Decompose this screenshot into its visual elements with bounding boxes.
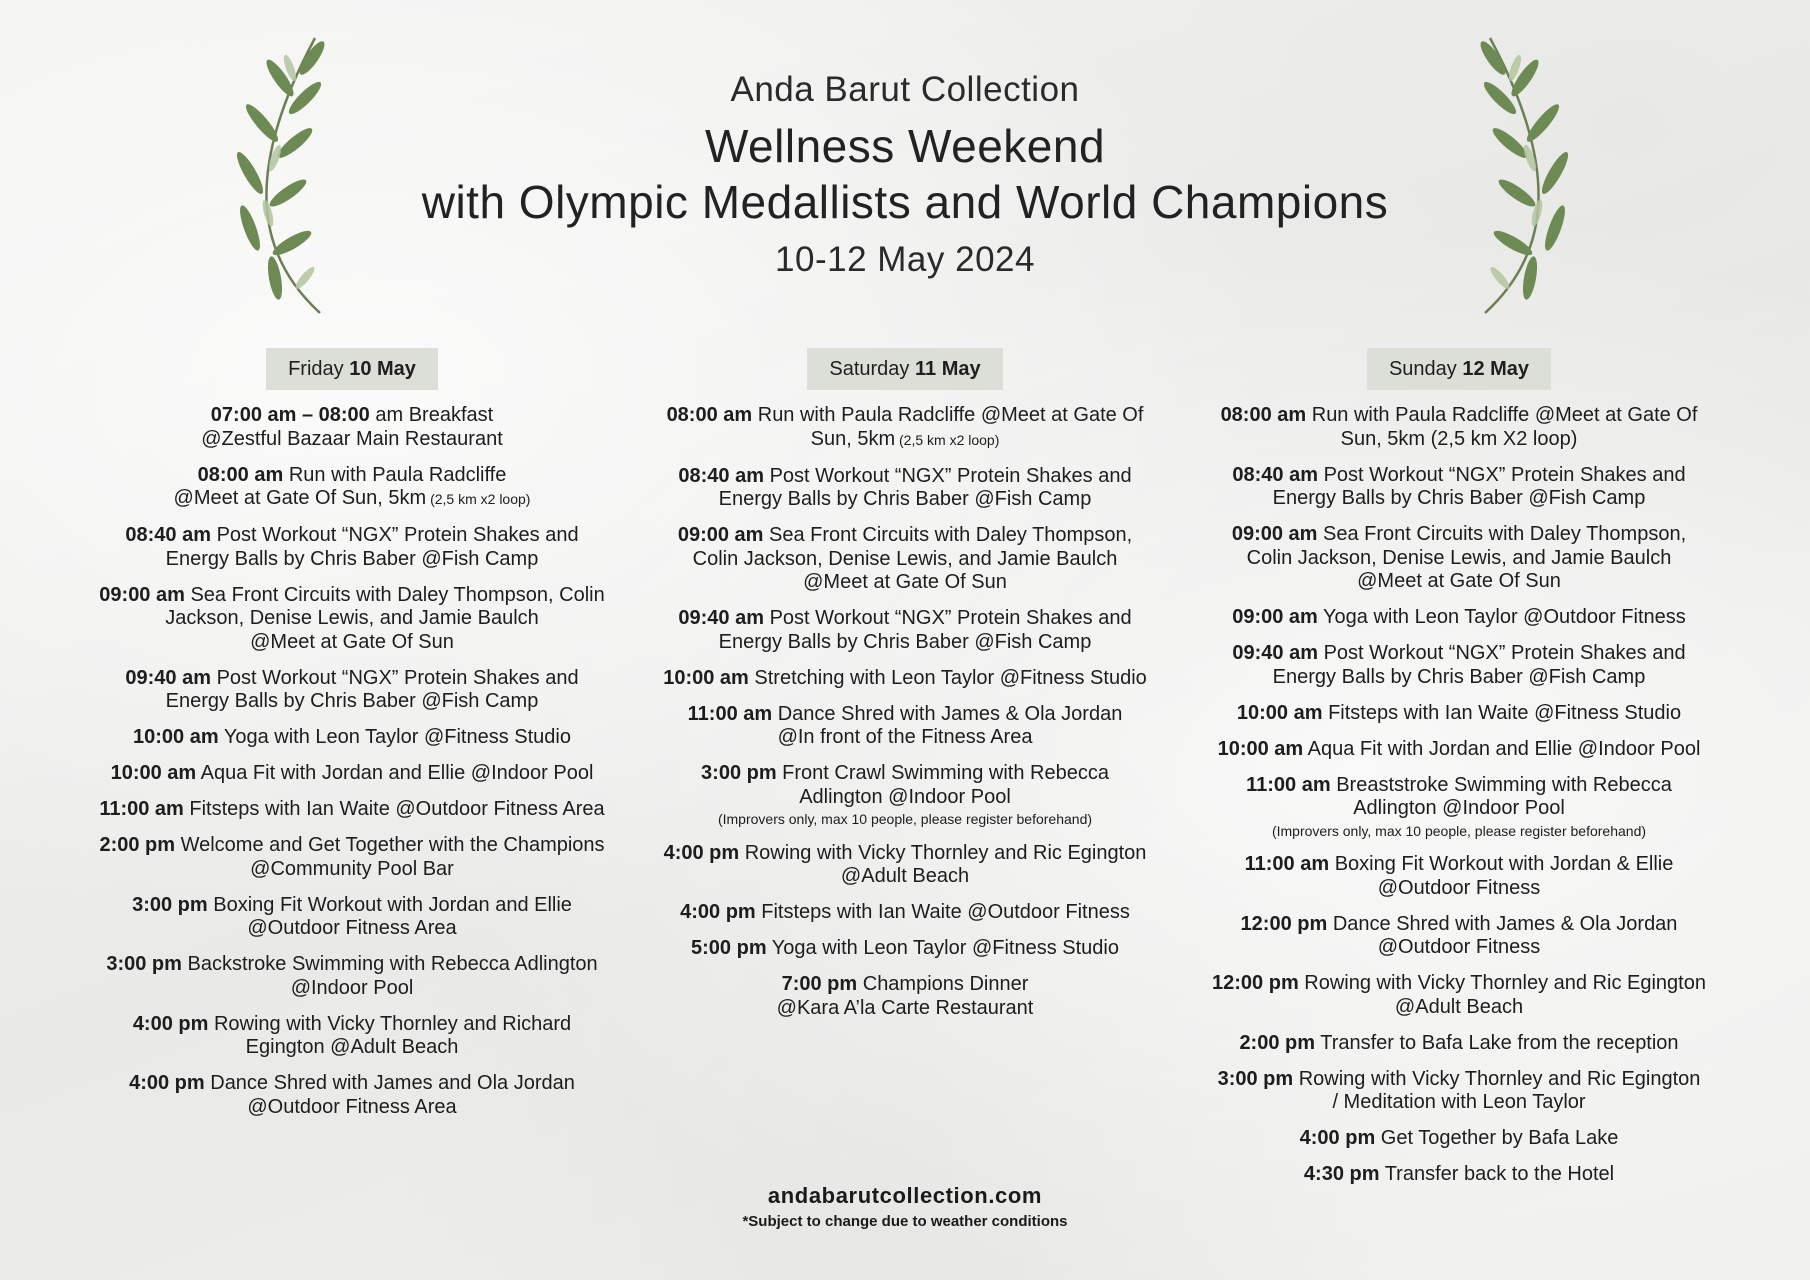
schedule-event xyxy=(78,524,626,571)
event-location: Energy Balls by Chris Baber @Fish Camp xyxy=(718,630,1092,653)
event-time: 10:00 am xyxy=(1236,701,1323,724)
event-time: 3:00 pm xyxy=(106,953,182,975)
event-line xyxy=(78,524,626,548)
event-line xyxy=(78,1072,626,1096)
event-time: 3:00 pm xyxy=(132,893,208,916)
day-header xyxy=(266,348,438,390)
event-time: 4:00 pm xyxy=(129,1072,205,1094)
event-description: Fitsteps with Ian Waite @Outdoor Fitness xyxy=(755,901,1130,923)
event-line xyxy=(640,465,1170,489)
schedule-event xyxy=(640,524,1170,595)
event-line xyxy=(1190,606,1728,630)
event-line xyxy=(78,762,626,786)
event-line xyxy=(640,937,1170,961)
event-time: 4:00 pm xyxy=(680,901,756,923)
event-line xyxy=(1190,913,1728,937)
event-description: Champions Dinner xyxy=(857,973,1029,995)
event-location: Colin Jackson, Denise Lewis, and Jamie Baulch xyxy=(692,547,1118,570)
event-line xyxy=(640,524,1170,548)
event-line xyxy=(1190,1068,1728,1092)
event-line xyxy=(1190,877,1728,901)
schedule-event xyxy=(78,762,626,786)
schedule-event xyxy=(640,607,1170,654)
schedule-event xyxy=(640,937,1170,961)
event-description: Post Workout “NGX” Protein Shakes and xyxy=(211,524,579,546)
event-time: 09:40 am xyxy=(125,666,212,689)
event-line xyxy=(1190,523,1728,547)
schedule-event xyxy=(78,726,626,750)
event-time: 12:00 pm xyxy=(1240,912,1328,935)
event-line xyxy=(1190,738,1728,762)
website-link[interactable]: andabarutcollection.com xyxy=(767,1183,1043,1208)
event-line xyxy=(78,726,626,750)
day-column-friday xyxy=(78,348,626,1132)
event-time: 08:40 am xyxy=(125,524,212,546)
event-line xyxy=(78,858,626,882)
schedule-event xyxy=(1190,972,1728,1019)
event-location: @Outdoor Fitness xyxy=(1377,876,1541,899)
event-line xyxy=(1190,996,1728,1020)
event-description: Sea Front Circuits with Daley Thompson, Colin xyxy=(184,583,605,606)
event-time: 4:00 pm xyxy=(1299,1127,1376,1149)
event-description: Rowing with Vicky Thornley and Richard xyxy=(208,1012,572,1035)
event-location: @Meet at Gate Of Sun xyxy=(1357,570,1561,592)
day-column-saturday xyxy=(640,348,1170,1033)
event-description: Front Crawl Swimming with Rebecca xyxy=(776,762,1109,784)
event-location: @Zestful Bazaar Main Restaurant xyxy=(201,427,503,450)
event-distance-note: (2,5 km x2 loop) xyxy=(895,431,1000,448)
event-time: 5:00 pm xyxy=(691,937,767,959)
event-time: 09:00 am xyxy=(677,524,764,546)
event-description: Breaststroke Swimming with Rebecca xyxy=(1330,773,1672,796)
event-description: Dance Shred with James & Ola Jordan xyxy=(772,702,1123,725)
event-line xyxy=(640,762,1170,786)
event-time: 09:40 am xyxy=(678,607,765,629)
event-line xyxy=(1190,936,1728,960)
event-line xyxy=(1190,642,1728,666)
schedule-event xyxy=(78,667,626,714)
event-description: Fitsteps with Ian Waite @Fitness Studio xyxy=(1322,701,1682,724)
event-time: 10:00 am xyxy=(133,726,219,748)
event-description: Post Workout “NGX” Protein Shakes and xyxy=(1318,642,1686,664)
schedule-event xyxy=(1190,464,1728,511)
event-location: @Outdoor Fitness Area xyxy=(247,917,457,939)
event-time: 08:40 am xyxy=(1232,463,1319,486)
event-time: 4:00 pm xyxy=(132,1012,209,1035)
schedule-event xyxy=(78,464,626,512)
event-description: Run with Paula Radcliffe @Meet at Gate Of xyxy=(752,404,1144,426)
event-time: 09:00 am xyxy=(1232,606,1318,628)
event-time: 11:00 am xyxy=(99,798,184,820)
event-time: 7:00 pm xyxy=(781,973,858,995)
event-line xyxy=(640,842,1170,866)
event-description: Run with Paula Radcliffe @Meet at Gate Of xyxy=(1306,404,1698,426)
event-line xyxy=(640,607,1170,631)
event-line xyxy=(640,488,1170,512)
event-line xyxy=(78,607,626,631)
schedule-event xyxy=(1190,523,1728,594)
day-name: Saturday xyxy=(829,358,910,380)
day-name: Sunday xyxy=(1388,358,1457,380)
event-line xyxy=(1190,404,1728,428)
event-time: 4:30 pm xyxy=(1303,1163,1380,1185)
schedule-event xyxy=(1190,774,1728,841)
event-description: Rowing with Vicky Thornley and Ric Egington xyxy=(739,841,1147,864)
event-line xyxy=(1190,1127,1728,1151)
schedule-event xyxy=(640,465,1170,512)
event-dates: 10-12 May 2024 xyxy=(775,240,1035,279)
footer xyxy=(0,1183,1810,1230)
event-description: Transfer to Bafa Lake from the reception xyxy=(1315,1031,1679,1054)
event-description: Aqua Fit with Jordan and Ellie @Indoor Pool xyxy=(196,762,594,784)
event-location: @Outdoor Fitness xyxy=(1377,936,1541,958)
schedule-event xyxy=(78,953,626,1000)
event-line xyxy=(1190,666,1728,690)
event-line xyxy=(1190,1032,1728,1056)
event-line xyxy=(78,1013,626,1037)
schedule-event xyxy=(1190,404,1728,451)
event-location: @Community Pool Bar xyxy=(250,857,454,880)
event-note: (Improvers only, max 10 people, please register beforehand) xyxy=(1271,822,1647,839)
event-line xyxy=(78,834,626,858)
event-time: 09:40 am xyxy=(1232,642,1319,664)
event-location: Energy Balls by Chris Baber @Fish Camp xyxy=(1272,665,1646,688)
event-location: Sun, 5km xyxy=(810,427,896,450)
day-date: 11 May xyxy=(915,358,981,380)
schedule-event xyxy=(78,1013,626,1060)
event-note: (Improvers only, max 10 people, please register beforehand) xyxy=(717,811,1093,827)
event-location: Jackson, Denise Lewis, and Jamie Baulch xyxy=(165,607,539,629)
event-description: Fitsteps with Ian Waite @Outdoor Fitness Area xyxy=(183,798,605,820)
event-line xyxy=(640,548,1170,572)
schedule-event xyxy=(1190,642,1728,689)
event-line xyxy=(640,667,1170,691)
schedule-event xyxy=(640,973,1170,1020)
event-description: Yoga with Leon Taylor @Outdoor Fitness xyxy=(1317,606,1686,628)
schedule-event xyxy=(640,842,1170,889)
event-time: 09:00 am xyxy=(99,583,185,606)
schedule-event xyxy=(640,762,1170,829)
event-line xyxy=(1190,428,1728,452)
event-line xyxy=(78,584,626,608)
event-line xyxy=(1190,487,1728,511)
event-line xyxy=(640,428,1170,453)
event-location: / Meditation with Leon Taylor xyxy=(1332,1091,1586,1113)
event-time: 08:00 am xyxy=(666,404,753,426)
event-time: 08:40 am xyxy=(678,464,765,487)
event-time: 2:00 pm xyxy=(1239,1031,1316,1054)
event-description: Stretching with Leon Taylor @Fitness Studio xyxy=(748,666,1147,689)
event-description: Welcome and Get Together with the Champions xyxy=(175,834,605,856)
event-location: Energy Balls by Chris Baber @Fish Camp xyxy=(165,547,539,570)
event-subtitle: with Olympic Medallists and World Champions xyxy=(421,176,1389,228)
event-location: Energy Balls by Chris Baber @Fish Camp xyxy=(165,690,539,712)
event-time: 12:00 pm xyxy=(1212,972,1299,994)
event-line xyxy=(78,464,626,488)
event-time: 3:00 pm xyxy=(1217,1067,1294,1090)
event-description: Post Workout “NGX” Protein Shakes and xyxy=(1318,463,1686,486)
event-line xyxy=(640,726,1170,750)
event-location: @Kara A’la Carte Restaurant xyxy=(776,996,1034,1019)
event-location: @Meet at Gate Of Sun xyxy=(250,630,454,653)
event-time: 2:00 pm xyxy=(99,834,176,856)
event-distance-note: (2,5 km x2 loop) xyxy=(426,491,531,507)
event-description: Run with Paula Radcliffe xyxy=(283,463,507,486)
event-line xyxy=(1190,797,1728,821)
event-title: Wellness Weekend xyxy=(704,120,1106,172)
event-line xyxy=(78,894,626,918)
event-description: Yoga with Leon Taylor @Fitness Studio xyxy=(218,726,571,748)
schedule-event xyxy=(640,404,1170,452)
event-description: Dance Shred with James & Ola Jordan xyxy=(1327,912,1678,935)
event-line xyxy=(78,977,626,1001)
event-line xyxy=(640,404,1170,428)
schedule-event xyxy=(640,901,1170,925)
event-line xyxy=(640,865,1170,889)
event-description: Rowing with Vicky Thornley and Ric Egington xyxy=(1298,972,1706,994)
event-line xyxy=(78,798,626,822)
event-location: @Adult Beach xyxy=(1394,995,1524,1018)
event-line xyxy=(640,973,1170,997)
event-location: Sun, 5km (2,5 km X2 loop) xyxy=(1340,427,1578,450)
event-time: 08:00 am xyxy=(1220,404,1307,426)
event-time: 10:00 am xyxy=(663,666,749,689)
event-location: Adlington @Indoor Pool xyxy=(799,785,1011,808)
schedule-event xyxy=(1190,1127,1728,1151)
event-description: Get Together by Bafa Lake xyxy=(1375,1127,1619,1149)
event-location: Energy Balls by Chris Baber @Fish Camp xyxy=(1272,487,1646,509)
event-line xyxy=(640,631,1170,655)
event-line xyxy=(1190,702,1728,726)
schedule-event xyxy=(78,584,626,655)
event-line xyxy=(78,1096,626,1120)
header xyxy=(0,62,1810,280)
event-location: @Outdoor Fitness Area xyxy=(247,1095,457,1118)
event-line xyxy=(640,703,1170,727)
day-header xyxy=(1367,348,1551,390)
event-location: Adlington @Indoor Pool xyxy=(1353,797,1565,819)
event-line xyxy=(1190,853,1728,877)
event-line xyxy=(640,786,1170,810)
event-line xyxy=(78,953,626,977)
event-time: 07:00 am – 08:00 xyxy=(210,404,370,426)
event-line xyxy=(78,428,626,452)
schedule-event xyxy=(1190,702,1728,726)
schedule-event xyxy=(1190,606,1728,630)
schedule-event xyxy=(1190,913,1728,960)
schedule-event xyxy=(78,404,626,451)
day-header xyxy=(807,348,1002,390)
event-location: Egington @Adult Beach xyxy=(245,1036,459,1058)
event-time: 09:00 am xyxy=(1231,523,1318,545)
event-time: 10:00 am xyxy=(1217,737,1304,760)
event-time: 11:00 am xyxy=(1246,773,1331,796)
event-line xyxy=(640,901,1170,925)
event-time: 11:00 am xyxy=(1244,853,1330,875)
event-description: Sea Front Circuits with Daley Thompson, xyxy=(763,524,1133,546)
schedule-event xyxy=(78,834,626,881)
event-line xyxy=(78,917,626,941)
event-line xyxy=(1190,1091,1728,1115)
schedule-event xyxy=(1190,853,1728,900)
schedule-event xyxy=(640,667,1170,691)
event-description: Yoga with Leon Taylor @Fitness Studio xyxy=(766,937,1119,959)
event-time: 3:00 pm xyxy=(701,762,777,784)
event-time: 08:00 am xyxy=(197,463,284,486)
schedule-event xyxy=(78,894,626,941)
schedule-event xyxy=(78,1072,626,1119)
event-description: Rowing with Vicky Thornley and Ric Egington xyxy=(1293,1067,1701,1090)
event-description: Post Workout “NGX” Protein Shakes and xyxy=(211,666,579,689)
event-line xyxy=(1190,774,1728,798)
event-description: Post Workout “NGX” Protein Shakes and xyxy=(764,464,1132,487)
event-line xyxy=(78,487,626,512)
schedule-event xyxy=(1190,738,1728,762)
event-description: Boxing Fit Workout with Jordan & Ellie xyxy=(1329,853,1674,875)
schedule-event xyxy=(1190,1032,1728,1056)
event-line xyxy=(78,1036,626,1060)
schedule-event xyxy=(640,703,1170,750)
event-line xyxy=(78,404,626,428)
event-line xyxy=(1190,547,1728,571)
event-location: Energy Balls by Chris Baber @Fish Camp xyxy=(718,488,1092,510)
event-description: Boxing Fit Workout with Jordan and Ellie xyxy=(207,893,572,916)
event-time: 11:00 am xyxy=(687,702,773,725)
event-location: @Indoor Pool xyxy=(290,976,414,999)
event-description: Aqua Fit with Jordan and Ellie @Indoor Pool xyxy=(1303,737,1701,760)
schedule-event xyxy=(78,798,626,822)
event-location: @Meet at Gate Of Sun xyxy=(803,571,1007,593)
day-date: 12 May xyxy=(1462,358,1530,380)
event-line xyxy=(78,690,626,714)
event-description: Sea Front Circuits with Daley Thompson, xyxy=(1317,523,1687,545)
event-line xyxy=(78,548,626,572)
event-line xyxy=(1190,972,1728,996)
event-description: Dance Shred with James and Ola Jordan xyxy=(204,1072,575,1094)
event-time: 10:00 am xyxy=(110,762,197,784)
day-column-sunday xyxy=(1190,348,1728,1199)
brand-name: Anda Barut Collection xyxy=(730,70,1080,109)
event-line xyxy=(1190,464,1728,488)
event-description: Backstroke Swimming with Rebecca Adlington xyxy=(181,953,598,975)
event-location: @Meet at Gate Of Sun, 5km xyxy=(173,487,427,509)
day-name: Friday xyxy=(288,358,344,380)
disclaimer: *Subject to change due to weather conditions xyxy=(742,1213,1068,1230)
event-description: Post Workout “NGX” Protein Shakes and xyxy=(764,607,1132,629)
event-line xyxy=(78,667,626,691)
event-location: @Adult Beach xyxy=(840,865,970,887)
event-time: 4:00 pm xyxy=(663,841,740,864)
event-description: Transfer back to the Hotel xyxy=(1379,1163,1615,1185)
day-date: 10 May xyxy=(349,358,416,380)
event-line xyxy=(640,997,1170,1021)
event-description: am Breakfast xyxy=(369,404,494,426)
schedule-event xyxy=(1190,1068,1728,1115)
event-location: Colin Jackson, Denise Lewis, and Jamie Baulch xyxy=(1246,546,1672,569)
event-location: @In front of the Fitness Area xyxy=(777,726,1033,748)
